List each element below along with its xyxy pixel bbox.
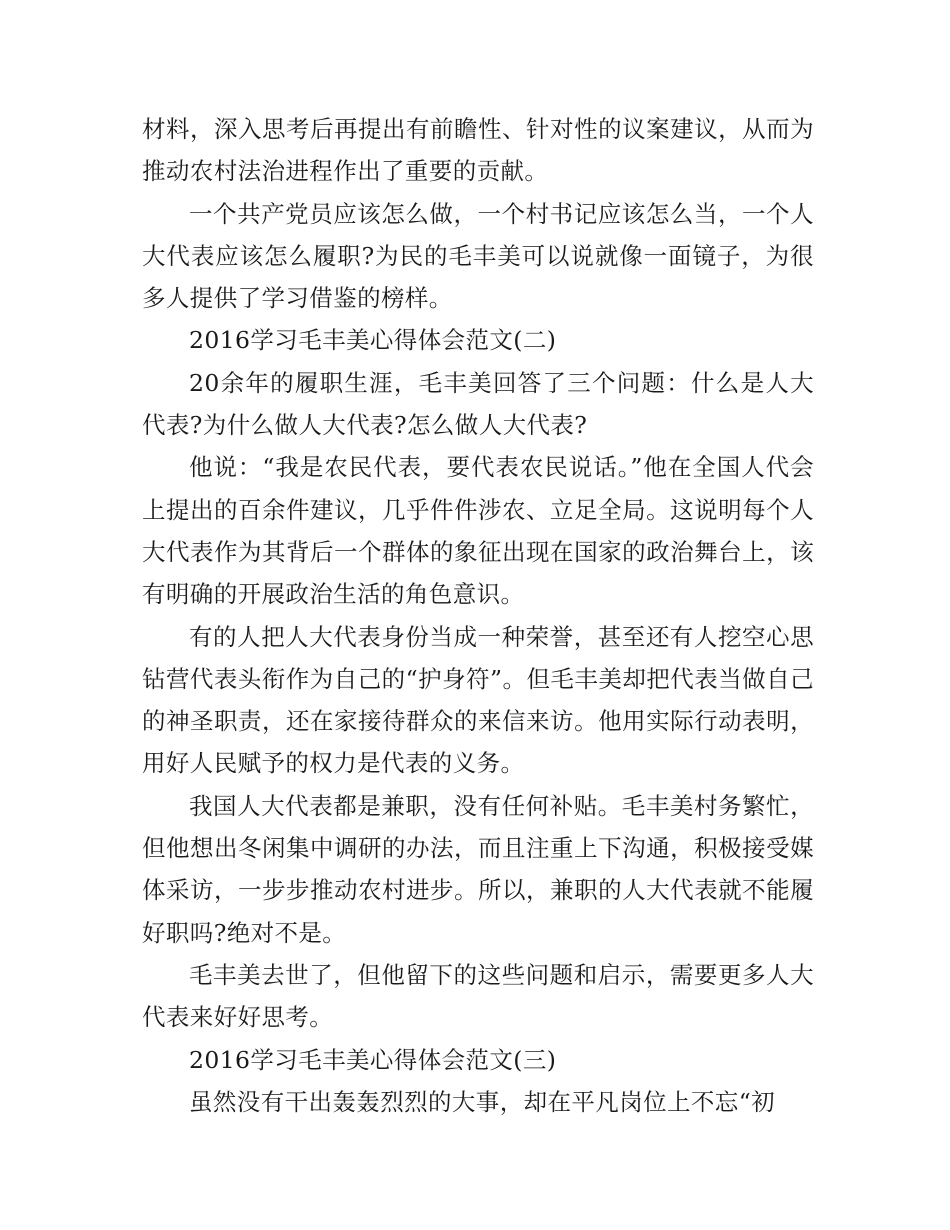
paragraph-continuation: 材料，深入思考后再提出有前瞻性、针对性的议案建议，从而为推动农村法治进程作出了重要的贡献。 xyxy=(142,115,814,186)
paragraph: 我国人大代表都是兼职，没有任何补贴。毛丰美村务繁忙，但他想出冬闲集中调研的办法，而且注重上下沟通，积极接受媒体采访，一步步推动农村进步。所以，兼职的人大代表就不能履好职吗?绝对不是。 xyxy=(142,791,814,947)
paragraph: 毛丰美去世了，但他留下的这些问题和启示，需要更多人大代表来好好思考。 xyxy=(142,960,814,1032)
paragraph: 有的人把人大代表身份当成一种荣誉，甚至还有人挖空心思钻营代表头衔作为自己的“护身符”。但毛丰美却把代表当做自己的神圣职责，还在家接待群众的来信来访。他用实际行动表明，用好人民赋予的权力是代表的义务。 xyxy=(142,622,814,778)
paragraph: 20余年的履职生涯，毛丰美回答了三个问题：什么是人大代表?为什么做人大代表?怎么做人大代表? xyxy=(142,368,814,440)
section-heading: 2016学习毛丰美心得体会范文(三) xyxy=(189,1045,557,1074)
paragraph: 他说：“我是农民代表，要代表农民说话。”他在全国人代会上提出的百余件建议，几乎件件涉农、立足全局。这说明每个人大代表作为其背后一个群体的象征出现在国家的政治舞台上，该有明确的开展政治生活的角色意识。 xyxy=(142,453,814,609)
document-body xyxy=(142,108,814,1123)
paragraph: 虽然没有干出轰轰烈烈的大事，却在平凡岗位上不忘“初 xyxy=(189,1087,776,1116)
paragraph: 一个共产党员应该怎么做，一个村书记应该怎么当，一个人大代表应该怎么履职?为民的毛丰美可以说就像一面镜子，为很多人提供了学习借鉴的榜样。 xyxy=(142,199,814,313)
section-heading: 2016学习毛丰美心得体会范文(二) xyxy=(189,326,557,355)
